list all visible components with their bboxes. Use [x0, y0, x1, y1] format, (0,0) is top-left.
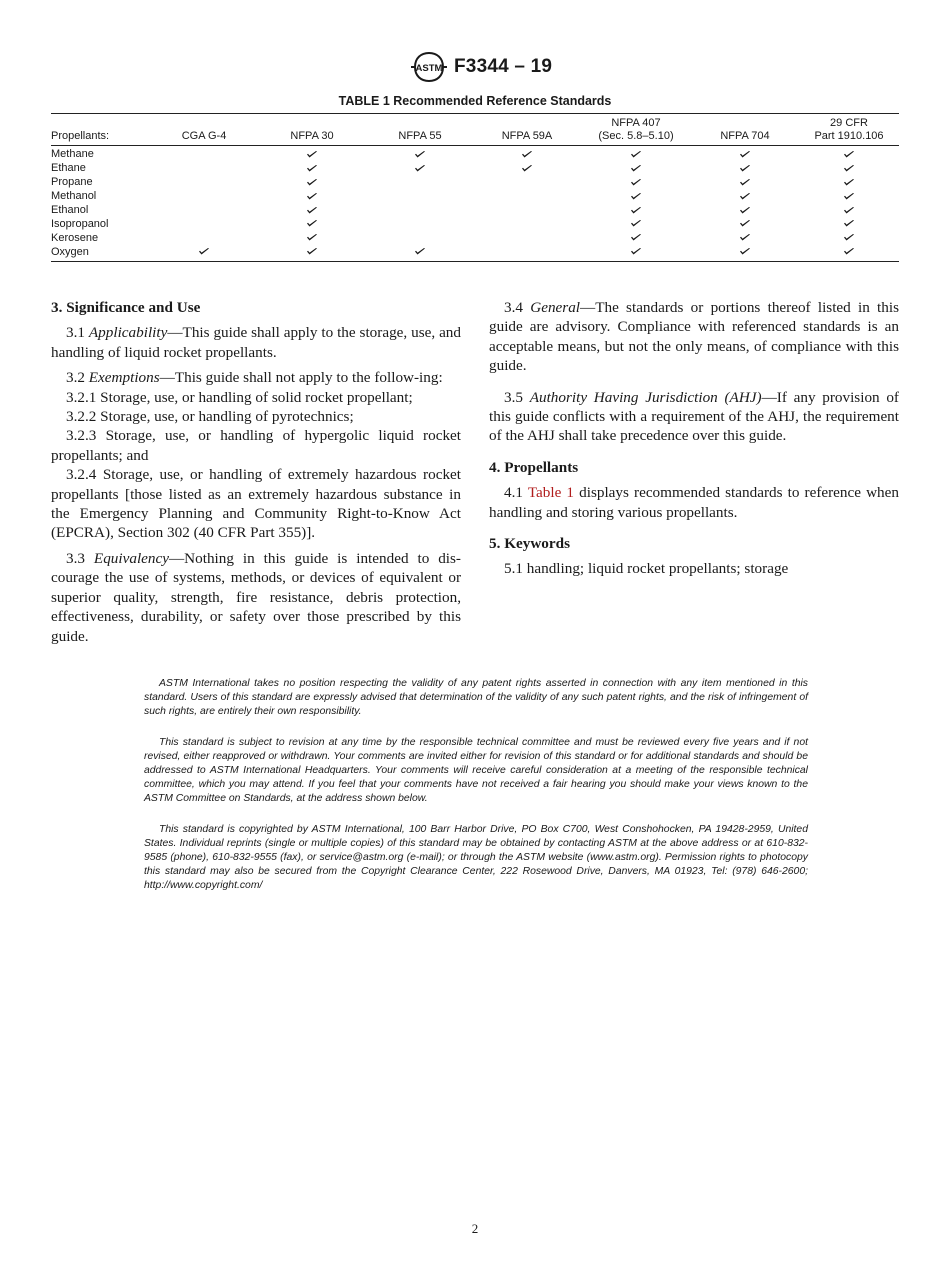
checkmark-icon [306, 233, 318, 242]
clause-text: —The standards or portions thereof listed in this guide are advisory. Compliance with referenced standards is an acceptable means, but not the only means, of compliance with this guide. [489, 299, 899, 375]
paragraph-3-2-2: 3.2.2 Storage, use, or handling of pyrotechnics; [66, 408, 354, 426]
column-header [691, 114, 799, 146]
table-cell [473, 217, 581, 231]
table-1-link[interactable]: Table 1 [527, 484, 575, 502]
checkmark-icon [739, 178, 751, 187]
table-row [51, 245, 899, 261]
table-cell [151, 176, 257, 190]
table-cell [473, 204, 581, 218]
column-header-line: NFPA 407 [611, 117, 661, 129]
column-header [151, 114, 257, 146]
table-cell [691, 176, 799, 190]
table-row [51, 162, 899, 176]
table-cell [473, 245, 581, 261]
column-header-line: (Sec. 5.8–5.10) [598, 130, 674, 142]
clause-term: Applicability [88, 324, 168, 342]
checkmark-icon [306, 150, 318, 159]
logo-lettering: ASTM [415, 63, 443, 74]
checkmark-icon [630, 164, 642, 173]
clause-term: Authority Having Jurisdiction (AHJ) [529, 388, 762, 406]
clause-number: 3.4 [504, 299, 523, 316]
table-cell [151, 190, 257, 204]
checkmark-icon [306, 164, 318, 173]
page-number: 2 [471, 1221, 479, 1236]
table-cell [581, 245, 691, 261]
table-cell [367, 245, 473, 261]
checkmark-icon [630, 150, 642, 159]
table-cell [257, 190, 367, 204]
left-text-column [51, 298, 461, 652]
checkmark-icon [414, 150, 426, 159]
table-cell [581, 176, 691, 190]
column-header [581, 114, 691, 146]
clause-number: 3.5 [504, 388, 523, 406]
table-cell [473, 190, 581, 204]
standard-designation: F3344 – 19 [454, 56, 553, 77]
column-header [367, 114, 473, 146]
table-cell [799, 245, 899, 261]
reference-standards-table [51, 113, 899, 262]
paragraph-3-1 [51, 323, 461, 362]
table-cell [691, 162, 799, 176]
section-4-heading: 4. Propellants [489, 458, 579, 476]
checkmark-icon [843, 178, 855, 187]
column-header-line: NFPA 30 [290, 130, 334, 142]
checkmark-icon [630, 178, 642, 187]
checkmark-icon [843, 164, 855, 173]
revision-notice: This standard is subject to revision at any time by the responsible technical committee and must be reviewed every five years and if not revised, either reapproved or withdrawn. Your comments are invited either for revision of this standard or for additional standards and should be addressed to ASTM International Headquarters. Your comments will receive careful consideration at a meeting of the responsible technical committee, which you may attend. If you feel that your comments have not received a fair hearing you should make your views known to the ASTM Committee on Standards, at the address shown below. [144, 737, 808, 804]
table-cell [581, 146, 691, 162]
section-5-heading: 5. Keywords [489, 535, 570, 553]
clause-number: 3.1 [66, 324, 85, 342]
checkmark-icon [739, 219, 751, 228]
table-cell [151, 204, 257, 218]
checkmark-icon [739, 247, 751, 256]
column-header-line: NFPA 704 [720, 130, 770, 142]
propellant-name: Ethane [51, 162, 86, 175]
table-cell [691, 204, 799, 218]
paragraph-3-2 [51, 368, 461, 387]
table-cell [151, 231, 257, 245]
table-cell [151, 245, 257, 261]
table-cell [581, 204, 691, 218]
checkmark-icon [521, 150, 533, 159]
propellant-name: Isopropanol [51, 217, 109, 230]
checkmark-icon [843, 219, 855, 228]
checkmark-icon [843, 150, 855, 159]
table-cell [151, 217, 257, 231]
checkmark-icon [739, 192, 751, 201]
table-cell [473, 176, 581, 190]
paragraph-3-2-3: 3.2.3 Storage, use, or handling of hypergolic liquid rocket propellants; and [51, 427, 461, 464]
checkmark-icon [306, 178, 318, 187]
checkmark-icon [739, 233, 751, 242]
table-cell [151, 162, 257, 176]
table-row [51, 204, 899, 218]
table-cell [257, 162, 367, 176]
table-cell [257, 146, 367, 162]
patent-notice: ASTM International takes no position respecting the validity of any patent rights asserted in connection with any item mentioned in this standard. Users of this standard are expressly advised that determination of the validity of any such patent rights, and the risk of infringement of such rights, are entirely their own responsibility. [144, 678, 808, 717]
column-header-propellants: Propellants: [51, 114, 151, 146]
table-cell [473, 231, 581, 245]
checkmark-icon [630, 206, 642, 215]
table-row [51, 146, 899, 162]
table-cell [367, 190, 473, 204]
checkmark-icon [630, 219, 642, 228]
checkmark-icon [630, 192, 642, 201]
clause-number: 4.1 [504, 484, 523, 502]
table-cell [799, 217, 899, 231]
clause-term: Exemptions [88, 369, 160, 387]
page-header [0, 50, 950, 86]
propellant-name: Oxygen [51, 245, 151, 261]
table-cell [799, 162, 899, 176]
clause-text: —This guide shall not apply to the follow-ing: [159, 369, 443, 387]
checkmark-icon [306, 247, 318, 256]
table-cell [581, 217, 691, 231]
propellant-name: Methane [51, 148, 94, 161]
column-header-line: NFPA 55 [398, 130, 442, 142]
table-cell [257, 217, 367, 231]
checkmark-icon [739, 150, 751, 159]
paragraph-3-4 [489, 298, 899, 376]
table-cell [257, 176, 367, 190]
paragraph-5-1: 5.1 handling; liquid rocket propellants; storage [504, 560, 789, 578]
table-body [51, 146, 899, 262]
table-cell [799, 176, 899, 190]
clause-term: General [530, 299, 581, 316]
clause-text: displays recommended standards to reference when handling and storing various propellants. [489, 484, 899, 521]
checkmark-icon [843, 192, 855, 201]
clause-text: —This guide shall apply to the storage, use, and handling of liquid rocket propellants. [51, 324, 461, 361]
table-header-row [51, 114, 899, 146]
table-cell [581, 231, 691, 245]
table-cell [799, 146, 899, 162]
column-header-line: Part 1910.106 [814, 130, 884, 142]
table-cell [151, 146, 257, 162]
checkmark-icon [843, 247, 855, 256]
table-cell [367, 176, 473, 190]
astm-logo-icon [409, 50, 449, 84]
table-cell [367, 217, 473, 231]
table-row [51, 176, 899, 190]
table-cell [473, 146, 581, 162]
checkmark-icon [630, 247, 642, 256]
table-cell [691, 146, 799, 162]
table-title: TABLE 1 Recommended Reference Standards [338, 94, 612, 108]
table-row [51, 217, 899, 231]
checkmark-icon [414, 247, 426, 256]
paragraph-4-1 [489, 483, 899, 522]
checkmark-icon [306, 206, 318, 215]
table-cell [257, 231, 367, 245]
table-cell [691, 231, 799, 245]
column-header-line: NFPA 59A [501, 130, 553, 142]
checkmark-icon [198, 247, 210, 256]
clause-number: 3.3 [66, 549, 85, 567]
checkmark-icon [739, 206, 751, 215]
checkmark-icon [306, 192, 318, 201]
column-header [257, 114, 367, 146]
column-header [799, 114, 899, 146]
column-header [473, 114, 581, 146]
column-header-line: 29 CFR [830, 117, 868, 129]
table-cell [691, 217, 799, 231]
table-cell [691, 245, 799, 261]
propellant-name: Propane [51, 176, 93, 189]
propellant-name: Kerosene [51, 231, 99, 244]
table-cell [257, 204, 367, 218]
checkmark-icon [521, 164, 533, 173]
checkmark-icon [739, 164, 751, 173]
checkmark-icon [414, 164, 426, 173]
paragraph-3-2-1: 3.2.1 Storage, use, or handling of solid rocket propellant; [66, 388, 413, 406]
clause-number: 3.2 [66, 369, 85, 387]
checkmark-icon [630, 233, 642, 242]
propellant-name: Ethanol [51, 204, 89, 216]
table-cell [691, 190, 799, 204]
table-cell [367, 146, 473, 162]
checkmark-icon [843, 233, 855, 242]
legal-notices [144, 677, 808, 910]
paragraph-3-3 [51, 549, 461, 646]
table-cell [581, 162, 691, 176]
clause-term: Equivalency [93, 549, 169, 567]
table-cell [367, 204, 473, 218]
table-cell [799, 231, 899, 245]
table-cell [581, 190, 691, 204]
clause-text: —If any provision of this guide conflicts with a requirement of the AHJ, the requirement of the AHJ shall take precedence over this guide. [489, 388, 899, 445]
column-header-line: CGA G-4 [181, 130, 227, 142]
table-row [51, 231, 899, 245]
checkmark-icon [843, 206, 855, 215]
propellant-name: Methanol [51, 190, 97, 203]
copyright-notice: This standard is copyrighted by ASTM International, 100 Barr Harbor Drive, PO Box C700, West Conshohocken, PA 19428-2959, United States. Individual reprints (single or multiple copies) of this standard may be obtained by contacting ASTM at the above address or at 610-832-9585 (phone), 610-832-9555 (fax), or service@astm.org (e-mail); or through the ASTM website (www.astm.org). Permission rights to photocopy this standard may also be secured from the Copyright Clearance Center, 222 Rosewood Drive, Danvers, MA 01923, Tel: (978) 646-2600; http://www.copyright.com/ [144, 824, 808, 891]
section-3-heading: 3. Significance and Use [51, 299, 201, 316]
table-cell [367, 162, 473, 176]
table-cell [799, 190, 899, 204]
table-cell [473, 162, 581, 176]
table-cell [257, 245, 367, 261]
checkmark-icon [306, 219, 318, 228]
clause-text: —Nothing in this guide is intended to dis-courage the use of systems, methods, or devices of equivalent or superior quality, strength, fire resistance, debris protection, effectiveness, durability, or safety over those prescribed by this guide. [51, 549, 461, 645]
right-text-column [489, 298, 899, 585]
table-cell [367, 231, 473, 245]
paragraph-3-2-4: 3.2.4 Storage, use, or handling of extremely hazardous rocket propellants [those listed as an extremely hazardous substance in the Emergency Planning and Community Right-to-Know Act (EPCRA), Section 302 (40 CFR Part 355)]. [51, 466, 461, 542]
table-row [51, 190, 899, 204]
paragraph-3-5 [489, 388, 899, 446]
table-cell [799, 204, 899, 218]
